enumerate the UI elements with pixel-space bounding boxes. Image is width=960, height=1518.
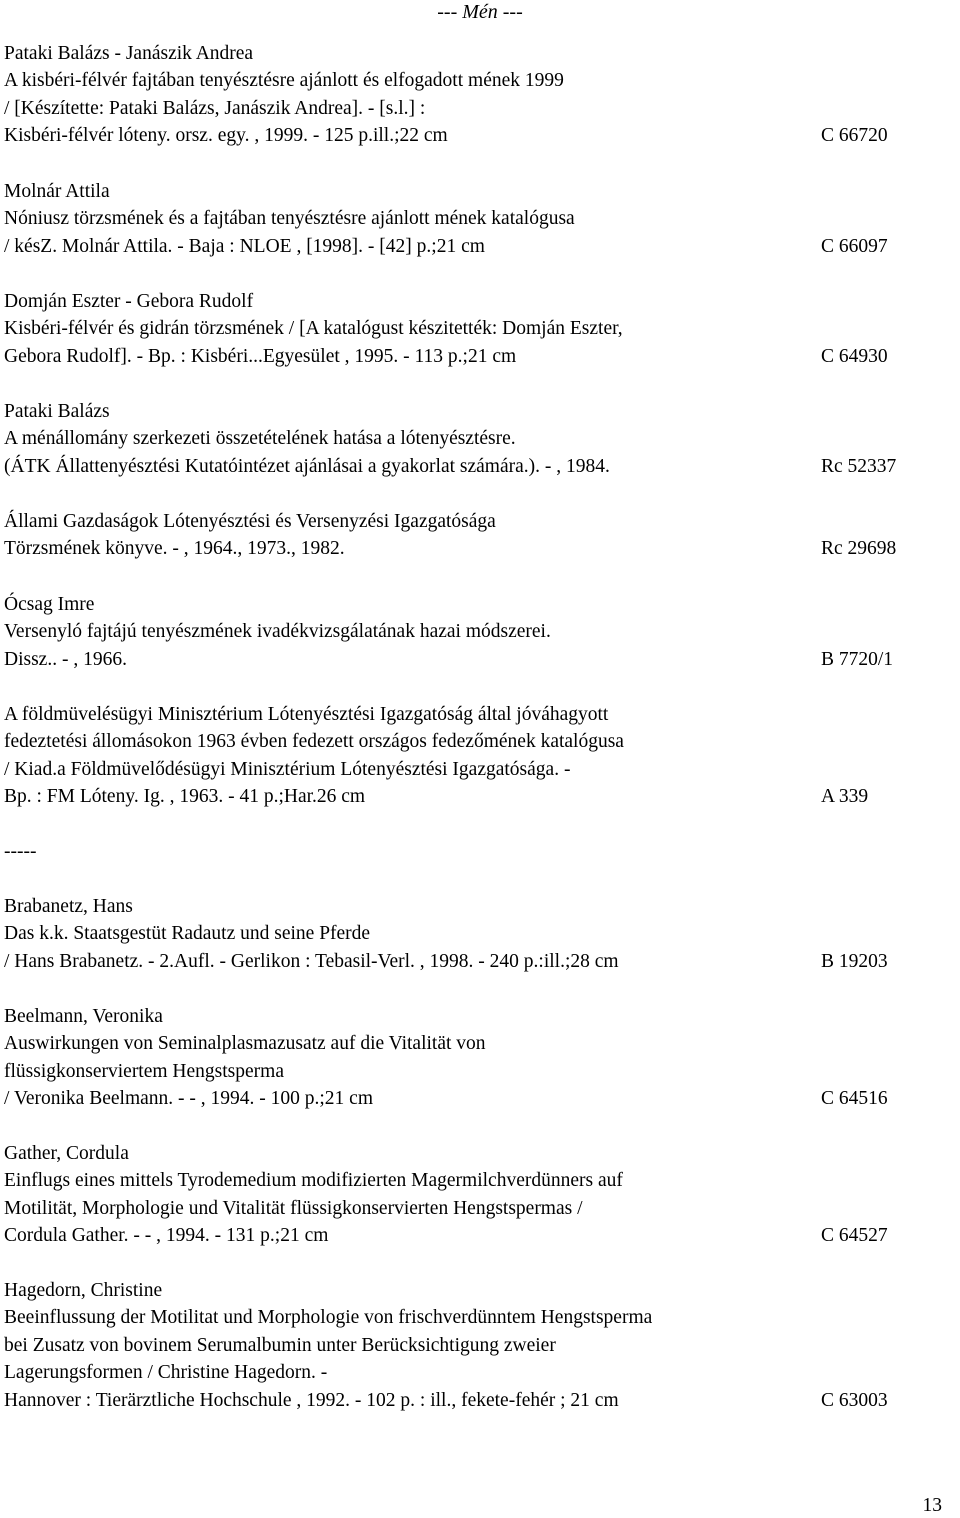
entry-author: Pataki Balázs - Janászik Andrea [4,43,254,64]
shelf-mark: B 19203 [821,950,888,972]
entry-author: Állami Gazdaságok Lótenyésztési és Versenyzési Igazgatósága [4,511,496,532]
entry-imprint-line [4,122,944,149]
entry-author: Brabanetz, Hans [4,896,133,917]
entry-imprint: Cordula Gather. - - , 1994. - 131 p.;21 cm [4,1225,329,1247]
entry-imprint-line [4,1222,944,1249]
entry-author: Pataki Balázs [4,401,110,422]
entry-author: Molnár Attila [4,181,110,202]
entry-title-line: fedeztetési állomásokon 1963 évben fedezett országos fedezőmének katalógusa [4,731,624,753]
shelf-mark: C 63003 [821,1389,888,1411]
catalog-entry [4,398,944,480]
entry-imprint: / Veronika Beelmann. - - , 1994. - 100 p.;21 cm [4,1088,373,1110]
entry-title-line: / Kiad.a Földmüvelődésügyi Minisztérium Lótenyésztési Igazgatósága. - [4,758,571,780]
entry-title-line: A kisbéri-félvér fajtában tenyésztésre ajánlott és elfogadott mének 1999 [4,70,564,92]
shelf-mark: Rc 29698 [821,538,897,560]
entry-title-line: Versenyló fajtájú tenyészmének ivadékvizsgálatának hazai módszerei. [4,621,551,643]
entry-imprint: Kisbéri-félvér lóteny. orsz. egy. , 1999. - 125 p.ill.;22 cm [4,125,448,147]
shelf-mark: B 7720/1 [821,648,894,670]
entry-title-line: A ménállomány szerkezeti összetételének hatása a lótenyésztésre. [4,428,516,450]
entry-imprint: Törzsmének könyve. - , 1964., 1973., 1982. [4,538,345,560]
entry-imprint-line [4,233,944,260]
entry-author: Hagedorn, Christine [4,1280,163,1301]
entry-author: Gather, Cordula [4,1143,129,1164]
entry-imprint-line [4,948,944,975]
entry-title-line: Motilität, Morphologie und Vitalität flüssigkonservierten Hengstspermas / [4,1197,583,1219]
entry-imprint-line [4,1085,944,1112]
entry-imprint-line [4,646,944,673]
entry-title-line: flüssigkonserviertem Hengstsperma [4,1060,284,1082]
entry-title-line: Einflugs eines mittels Tyrodemedium modifizierten Magermilchverdünners auf [4,1170,623,1192]
catalog-entry [4,178,944,260]
catalog-entry [4,591,944,673]
catalog-entry [4,701,944,811]
entry-imprint-line [4,1387,944,1414]
entry-author: Beelmann, Veronika [4,1006,163,1027]
shelf-mark: C 66720 [821,125,888,147]
shelf-mark: C 64930 [821,345,888,367]
entry-title-line: Nóniusz törzsmének és a fajtában tenyésztésre ajánlott mének katalógusa [4,208,575,230]
entry-imprint: Hannover : Tierärztliche Hochschule , 1992. - 102 p. : ill., fekete-fehér ; 21 cm [4,1389,619,1411]
entry-imprint: / késZ. Molnár Attila. - Baja : NLOE , [1998]. - [42] p.;21 cm [4,235,485,257]
catalog-entry [4,288,944,370]
catalog-entry [4,1277,944,1414]
entry-title-line: Auswirkungen von Seminalplasmazusatz auf die Vitalität von [4,1033,486,1055]
shelf-mark: C 64527 [821,1225,888,1247]
entry-imprint-line [4,453,944,480]
entry-imprint-line [4,343,944,370]
entry-imprint: / Hans Brabanetz. - 2.Aufl. - Gerlikon : Tebasil-Verl. , 1998. - 240 p.:ill.;28 cm [4,950,619,972]
entry-title-line: Das k.k. Staatsgestüt Radautz und seine Pferde [4,923,371,945]
entry-title-line: / [Készítette: Pataki Balázs, Janászik Andrea]. - [s.l.] : [4,97,426,119]
entry-author: Ócsag Imre [4,594,95,615]
shelf-mark: C 64516 [821,1088,888,1110]
entry-imprint: (ÁTK Állattenyésztési Kutatóintézet ajánlásai a gyakorlat számára.). - , 1984. [4,455,610,477]
catalog-entry [4,1140,944,1250]
entry-title-line: Lagerungsformen / Christine Hagedorn. - [4,1362,328,1384]
section-separator: ----- [4,841,37,862]
entry-author: Domján Eszter - Gebora Rudolf [4,291,254,312]
entry-title-line: Beeinflussung der Motilitat und Morphologie von frischverdünntem Hengstsperma [4,1307,653,1329]
entry-imprint-line [4,783,944,810]
entry-title-line: Kisbéri-félvér és gidrán törzsmének / [A katalógust készitették: Domján Eszter, [4,318,623,340]
page-header: --- Mén --- [437,1,523,23]
entry-title-line: bei Zusatz von bovinem Serumalbumin unter Berücksichtigung zweier [4,1334,556,1356]
entry-imprint-line [4,535,944,562]
entry-imprint: Gebora Rudolf]. - Bp. : Kisbéri...Egyesület , 1995. - 113 p.;21 cm [4,345,517,367]
shelf-mark: Rc 52337 [821,455,897,477]
page-number: 13 [922,1495,942,1516]
entry-title-line: A földmüvelésügyi Minisztérium Lótenyésztési Igazgatóság által jóváhagyott [4,704,609,725]
entry-imprint: Bp. : FM Lóteny. Ig. , 1963. - 41 p.;Har.26 cm [4,786,366,808]
catalog-entry [4,1003,944,1113]
shelf-mark: C 66097 [821,235,888,257]
shelf-mark: A 339 [821,786,869,808]
catalog-entry [4,893,944,975]
catalog-entry [4,508,944,563]
catalog-entry [4,40,944,150]
entry-imprint: Dissz.. - , 1966. [4,648,127,670]
